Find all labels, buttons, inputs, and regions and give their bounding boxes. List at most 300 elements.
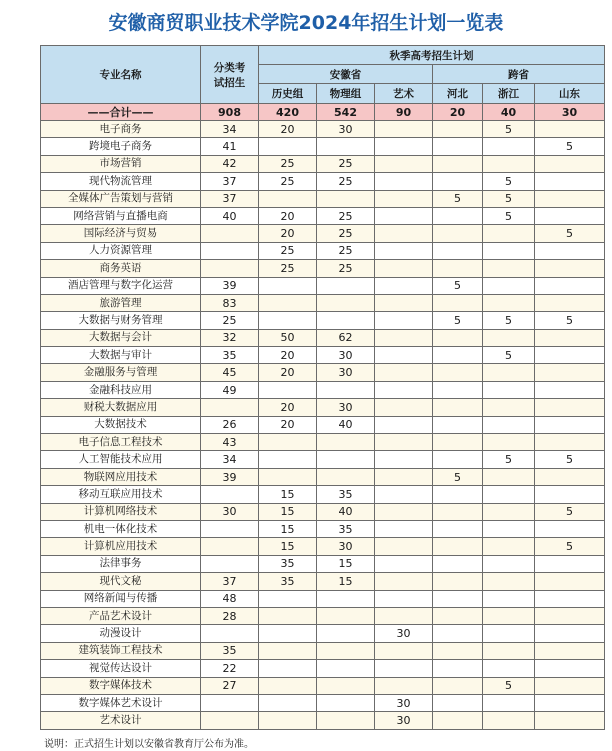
header-history: 历史组 (259, 84, 317, 104)
cell-history: 25 (259, 242, 317, 259)
cell-art (375, 364, 433, 381)
cell-art (375, 416, 433, 433)
cell-shandong: 5 (535, 451, 605, 468)
cell-hebei (433, 712, 483, 729)
cell-zhejiang (483, 712, 535, 729)
table-row (41, 555, 605, 572)
cell-art (375, 260, 433, 277)
cell-art (375, 207, 433, 224)
cell-art (375, 225, 433, 242)
cell-shandong: 5 (535, 538, 605, 555)
header-shandong: 山东 (535, 84, 605, 104)
cell-art (375, 329, 433, 346)
cell-physics: 15 (317, 555, 375, 572)
cell-history: 20 (259, 225, 317, 242)
major-name-cell: 跨境电子商务 (41, 138, 201, 155)
cell-zhejiang (483, 242, 535, 259)
table-row (41, 607, 605, 624)
cell-art (375, 660, 433, 677)
cell-physics: 25 (317, 155, 375, 172)
cell-classify: 32 (201, 329, 259, 346)
cell-history (259, 694, 317, 711)
cell-classify (201, 555, 259, 572)
cell-physics: 30 (317, 347, 375, 364)
cell-art (375, 347, 433, 364)
cell-art (375, 190, 433, 207)
cell-classify: 35 (201, 347, 259, 364)
cell-shandong (535, 607, 605, 624)
cell-shandong (535, 555, 605, 572)
cell-classify: 49 (201, 381, 259, 398)
cell-history (259, 381, 317, 398)
total-label: ——合计—— (41, 104, 201, 121)
major-name-cell: 大数据与审计 (41, 347, 201, 364)
major-name-cell: 旅游管理 (41, 294, 201, 311)
cell-history (259, 312, 317, 329)
cell-hebei (433, 486, 483, 503)
cell-zhejiang (483, 434, 535, 451)
cell-hebei (433, 138, 483, 155)
cell-zhejiang: 5 (483, 190, 535, 207)
cell-classify: 26 (201, 416, 259, 433)
cell-history (259, 138, 317, 155)
cell-physics: 35 (317, 486, 375, 503)
major-name-cell: 产品艺术设计 (41, 607, 201, 624)
major-name-cell: 计算机应用技术 (41, 538, 201, 555)
cell-zhejiang (483, 260, 535, 277)
cell-hebei: 5 (433, 312, 483, 329)
header-classify (201, 46, 259, 104)
table-row (41, 242, 605, 259)
cell-hebei (433, 260, 483, 277)
major-name-cell: 大数据技术 (41, 416, 201, 433)
cell-shandong: 5 (535, 312, 605, 329)
header-art: 艺术 (375, 84, 433, 104)
cell-art (375, 121, 433, 138)
cell-art (375, 173, 433, 190)
cell-hebei: 5 (433, 190, 483, 207)
cell-history: 25 (259, 260, 317, 277)
major-name-cell: 动漫设计 (41, 625, 201, 642)
cell-hebei (433, 590, 483, 607)
major-name-cell: 现代文秘 (41, 573, 201, 590)
total-classify: 908 (201, 104, 259, 121)
cell-history: 50 (259, 329, 317, 346)
cell-history (259, 712, 317, 729)
cell-hebei (433, 347, 483, 364)
cell-history (259, 607, 317, 624)
cell-history: 20 (259, 364, 317, 381)
total-history: 420 (259, 104, 317, 121)
cell-history: 15 (259, 486, 317, 503)
cell-history: 35 (259, 573, 317, 590)
table-row (41, 520, 605, 537)
cell-art (375, 451, 433, 468)
cell-classify: 34 (201, 121, 259, 138)
cell-physics (317, 607, 375, 624)
cell-art (375, 555, 433, 572)
cell-zhejiang (483, 468, 535, 485)
cell-art (375, 277, 433, 294)
cell-zhejiang: 5 (483, 173, 535, 190)
cell-history (259, 590, 317, 607)
cell-art (375, 242, 433, 259)
cell-history: 20 (259, 207, 317, 224)
cell-shandong: 5 (535, 138, 605, 155)
major-name-cell: 视觉传达设计 (41, 660, 201, 677)
table-row (41, 225, 605, 242)
cell-art: 30 (375, 694, 433, 711)
table-row (41, 381, 605, 398)
cell-art (375, 590, 433, 607)
cell-physics (317, 190, 375, 207)
cell-history: 15 (259, 503, 317, 520)
table-row (41, 121, 605, 138)
cell-shandong (535, 468, 605, 485)
major-name-cell: 数字媒体艺术设计 (41, 694, 201, 711)
cell-history: 25 (259, 173, 317, 190)
cell-classify: 40 (201, 207, 259, 224)
cell-physics (317, 468, 375, 485)
cell-hebei (433, 503, 483, 520)
cell-classify (201, 520, 259, 537)
cell-classify (201, 242, 259, 259)
major-name-cell: 艺术设计 (41, 712, 201, 729)
cell-physics: 30 (317, 364, 375, 381)
table-row (41, 190, 605, 207)
cell-physics: 25 (317, 260, 375, 277)
table-row (41, 712, 605, 729)
table-row (41, 538, 605, 555)
cell-zhejiang (483, 520, 535, 537)
cell-zhejiang: 5 (483, 451, 535, 468)
cell-zhejiang (483, 660, 535, 677)
cell-hebei (433, 399, 483, 416)
cell-physics: 25 (317, 225, 375, 242)
table-row (41, 399, 605, 416)
cell-shandong (535, 381, 605, 398)
cell-hebei (433, 520, 483, 537)
cell-classify: 25 (201, 312, 259, 329)
cell-classify: 41 (201, 138, 259, 155)
cell-hebei (433, 555, 483, 572)
cell-zhejiang (483, 503, 535, 520)
cell-classify: 48 (201, 590, 259, 607)
cell-physics (317, 312, 375, 329)
cell-zhejiang (483, 277, 535, 294)
cell-zhejiang: 5 (483, 677, 535, 694)
cell-physics (317, 677, 375, 694)
cell-physics: 30 (317, 538, 375, 555)
cell-history (259, 451, 317, 468)
cell-shandong (535, 155, 605, 172)
cell-classify: 35 (201, 642, 259, 659)
table-row (41, 625, 605, 642)
major-name-cell: 网络营销与直播电商 (41, 207, 201, 224)
cell-shandong (535, 416, 605, 433)
cell-hebei (433, 677, 483, 694)
cell-art (375, 294, 433, 311)
cell-shandong (535, 207, 605, 224)
cell-shandong (535, 347, 605, 364)
cell-art: 30 (375, 625, 433, 642)
major-name-cell: 财税大数据应用 (41, 399, 201, 416)
cell-zhejiang: 5 (483, 312, 535, 329)
header-hebei: 河北 (433, 84, 483, 104)
major-name-cell: 人工智能技术应用 (41, 451, 201, 468)
major-name-cell: 计算机网络技术 (41, 503, 201, 520)
cell-hebei: 5 (433, 277, 483, 294)
cell-art (375, 677, 433, 694)
cell-zhejiang (483, 225, 535, 242)
cell-shandong (535, 590, 605, 607)
cell-art (375, 573, 433, 590)
cell-history (259, 625, 317, 642)
cell-classify: 83 (201, 294, 259, 311)
cell-shandong (535, 677, 605, 694)
cell-physics: 40 (317, 503, 375, 520)
cell-zhejiang (483, 590, 535, 607)
cell-physics (317, 451, 375, 468)
cell-physics (317, 294, 375, 311)
major-name-cell: 物联网应用技术 (41, 468, 201, 485)
cell-hebei (433, 625, 483, 642)
cell-physics (317, 694, 375, 711)
page-title: 安徽商贸职业技术学院2024年招生计划一览表 (108, 12, 504, 34)
cell-zhejiang (483, 155, 535, 172)
cell-shandong (535, 277, 605, 294)
cell-physics (317, 712, 375, 729)
major-name-cell: 网络新闻与传播 (41, 590, 201, 607)
cell-history: 35 (259, 555, 317, 572)
major-name-cell: 电子商务 (41, 121, 201, 138)
cell-classify (201, 694, 259, 711)
cell-classify (201, 486, 259, 503)
cell-shandong (535, 190, 605, 207)
cell-hebei: 5 (433, 468, 483, 485)
cell-history: 15 (259, 520, 317, 537)
cell-classify: 34 (201, 451, 259, 468)
cell-history (259, 294, 317, 311)
cell-history (259, 660, 317, 677)
cell-zhejiang (483, 538, 535, 555)
cell-shandong (535, 242, 605, 259)
cell-hebei (433, 329, 483, 346)
cell-hebei (433, 242, 483, 259)
table-row (41, 260, 605, 277)
cell-art (375, 503, 433, 520)
cell-classify: 42 (201, 155, 259, 172)
table-row (41, 416, 605, 433)
cell-art (375, 642, 433, 659)
total-hebei: 20 (433, 104, 483, 121)
header-major: 专业名称 (41, 46, 201, 104)
cell-physics: 40 (317, 416, 375, 433)
cell-art (375, 399, 433, 416)
cell-physics: 35 (317, 520, 375, 537)
cell-physics: 25 (317, 173, 375, 190)
cell-hebei (433, 381, 483, 398)
cell-history: 15 (259, 538, 317, 555)
total-physics: 542 (317, 104, 375, 121)
cell-history: 25 (259, 155, 317, 172)
cell-shandong (535, 294, 605, 311)
major-name-cell: 电子信息工程技术 (41, 434, 201, 451)
major-name-cell: 建筑装饰工程技术 (41, 642, 201, 659)
cell-classify (201, 260, 259, 277)
cell-classify (201, 399, 259, 416)
cell-physics: 15 (317, 573, 375, 590)
major-name-cell: 机电一体化技术 (41, 520, 201, 537)
cell-hebei (433, 364, 483, 381)
cell-shandong (535, 712, 605, 729)
major-name-cell: 国际经济与贸易 (41, 225, 201, 242)
total-zhejiang: 40 (483, 104, 535, 121)
major-name-cell: 全媒体广告策划与营销 (41, 190, 201, 207)
cell-art (375, 155, 433, 172)
cell-hebei (433, 207, 483, 224)
cell-classify (201, 225, 259, 242)
cell-zhejiang (483, 294, 535, 311)
cell-classify: 43 (201, 434, 259, 451)
enrollment-plan-table (40, 45, 605, 730)
cell-shandong: 5 (535, 503, 605, 520)
cell-classify (201, 625, 259, 642)
total-shandong: 30 (535, 104, 605, 121)
cell-hebei (433, 451, 483, 468)
cell-classify (201, 712, 259, 729)
cell-zhejiang (483, 416, 535, 433)
table-row (41, 434, 605, 451)
cell-physics (317, 642, 375, 659)
cell-zhejiang (483, 364, 535, 381)
cell-hebei (433, 294, 483, 311)
cell-history (259, 677, 317, 694)
cell-art (375, 434, 433, 451)
cell-art (375, 312, 433, 329)
cell-shandong (535, 694, 605, 711)
cell-hebei (433, 660, 483, 677)
total-row (41, 104, 605, 121)
cell-classify: 39 (201, 277, 259, 294)
table-row (41, 329, 605, 346)
table-row (41, 155, 605, 172)
header-zhejiang: 浙江 (483, 84, 535, 104)
cell-classify: 22 (201, 660, 259, 677)
cell-physics (317, 138, 375, 155)
cell-classify: 30 (201, 503, 259, 520)
cell-physics (317, 660, 375, 677)
cell-shandong (535, 364, 605, 381)
table-row (41, 312, 605, 329)
cell-zhejiang (483, 555, 535, 572)
header-classify-line2: 试招生 (213, 76, 246, 89)
cell-shandong (535, 520, 605, 537)
cell-shandong (535, 173, 605, 190)
cell-classify: 37 (201, 190, 259, 207)
cell-art (375, 381, 433, 398)
cell-zhejiang (483, 642, 535, 659)
cell-history (259, 642, 317, 659)
cell-physics (317, 277, 375, 294)
table-row (41, 173, 605, 190)
cell-classify: 39 (201, 468, 259, 485)
major-name-cell: 商务英语 (41, 260, 201, 277)
cell-history (259, 468, 317, 485)
cell-classify: 45 (201, 364, 259, 381)
cell-hebei (433, 573, 483, 590)
header-classify-line1: 分类考 (213, 61, 246, 74)
header-anhui: 安徽省 (259, 65, 433, 84)
cell-history: 20 (259, 399, 317, 416)
cell-shandong (535, 329, 605, 346)
cell-physics (317, 590, 375, 607)
cell-zhejiang (483, 625, 535, 642)
cell-zhejiang (483, 573, 535, 590)
header-physics: 物理组 (317, 84, 375, 104)
cell-shandong (535, 660, 605, 677)
cell-shandong (535, 625, 605, 642)
cell-shandong (535, 121, 605, 138)
table-row (41, 364, 605, 381)
cell-classify: 27 (201, 677, 259, 694)
cell-zhejiang: 5 (483, 347, 535, 364)
cell-physics (317, 381, 375, 398)
major-name-cell: 大数据与会计 (41, 329, 201, 346)
cell-history: 20 (259, 121, 317, 138)
table-row (41, 347, 605, 364)
cell-art (375, 468, 433, 485)
cell-art (375, 538, 433, 555)
table-row (41, 573, 605, 590)
cell-art: 30 (375, 712, 433, 729)
major-name-cell: 酒店管理与数字化运营 (41, 277, 201, 294)
cell-zhejiang (483, 381, 535, 398)
table-row (41, 138, 605, 155)
cell-shandong (535, 434, 605, 451)
table-row (41, 207, 605, 224)
major-name-cell: 人力资源管理 (41, 242, 201, 259)
cell-zhejiang (483, 486, 535, 503)
cell-classify (201, 538, 259, 555)
cell-zhejiang (483, 694, 535, 711)
major-name-cell: 移动互联应用技术 (41, 486, 201, 503)
cell-hebei (433, 694, 483, 711)
cell-history (259, 434, 317, 451)
major-name-cell: 市场营销 (41, 155, 201, 172)
table-row (41, 468, 605, 485)
cell-art (375, 138, 433, 155)
table-row (41, 660, 605, 677)
cell-physics: 30 (317, 121, 375, 138)
table-row (41, 451, 605, 468)
cell-shandong (535, 642, 605, 659)
cell-zhejiang (483, 138, 535, 155)
cell-hebei (433, 607, 483, 624)
cell-zhejiang (483, 399, 535, 416)
cell-physics (317, 434, 375, 451)
cell-art (375, 486, 433, 503)
major-name-cell: 现代物流管理 (41, 173, 201, 190)
cell-physics (317, 625, 375, 642)
cell-shandong: 5 (535, 225, 605, 242)
cell-zhejiang (483, 607, 535, 624)
cell-classify: 37 (201, 173, 259, 190)
table-row (41, 694, 605, 711)
cell-hebei (433, 434, 483, 451)
total-art: 90 (375, 104, 433, 121)
major-name-cell: 法律事务 (41, 555, 201, 572)
